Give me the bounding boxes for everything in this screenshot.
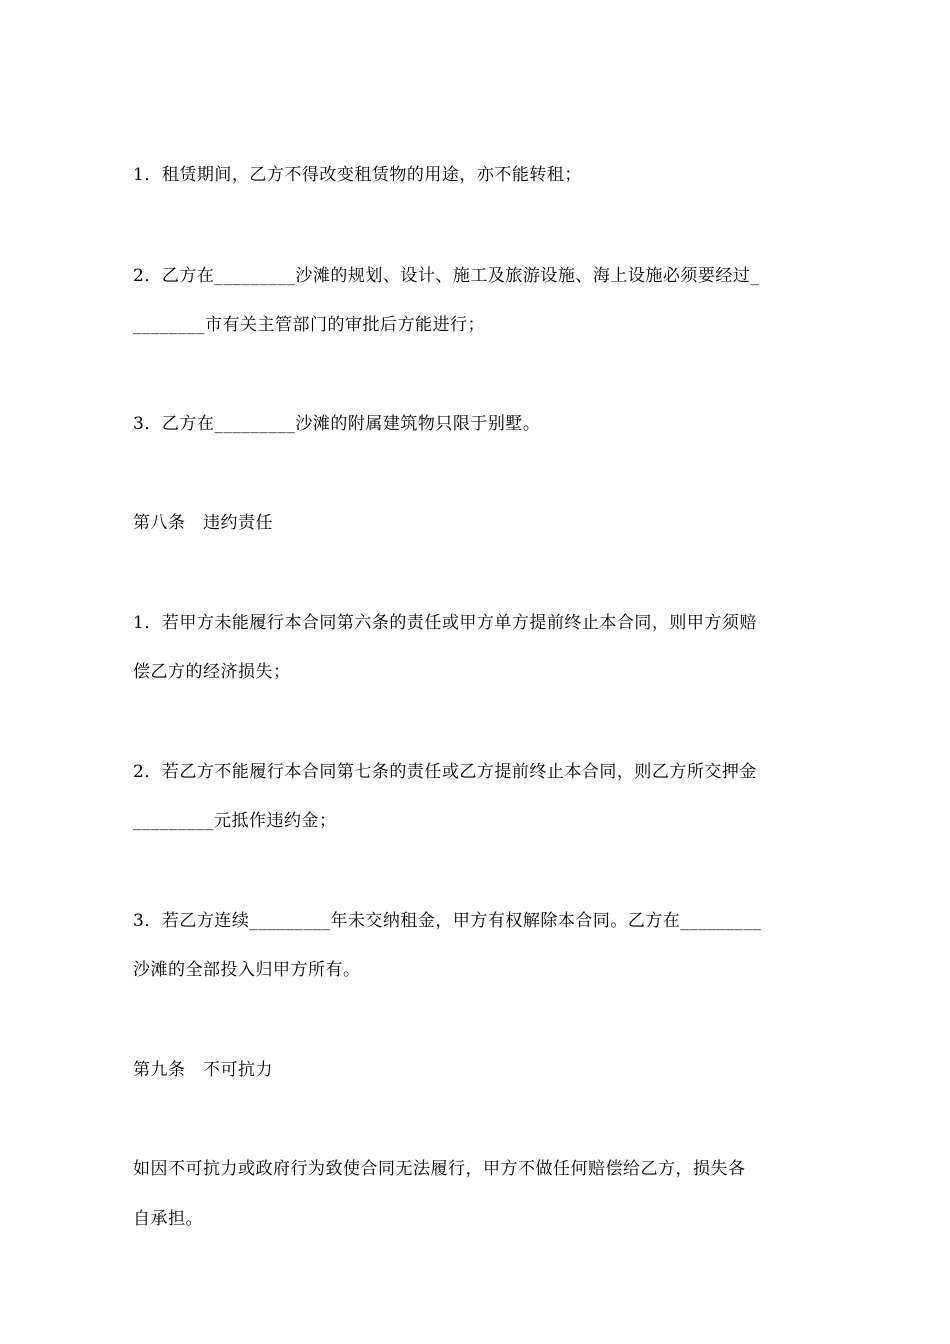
clause-8-item-3-line-2: 沙滩的全部投入归甲方所有。 [133,960,361,980]
clause-8-item-3-line-1: 3．若乙方连续_________年未交纳租金，甲方有权解除本合同。乙方在_________ [133,911,762,931]
clause-8-item-2-line-2: _________元抵作违约金； [133,811,337,831]
clause-9-text-line-2: 自承担。 [133,1209,203,1229]
clause-7-item-2-line-2: ________市有关主管部门的审批后方能进行； [133,315,485,335]
section-heading-article-9: 第九条 不可抗力 [133,1060,273,1080]
clause-7-item-3: 3．乙方在_________沙滩的附属建筑物只限于别墅。 [133,414,541,434]
clause-7-item-2-line-1: 2．乙方在_________沙滩的规划、设计、施工及旅游设施、海上设施必须要经过_ [133,266,760,286]
clause-8-item-1-line-1: 1．若甲方未能履行本合同第六条的责任或甲方单方提前终止本合同，则甲方须赔 [133,613,757,633]
section-heading-article-8: 第八条 违约责任 [133,513,273,533]
clause-9-text-line-1: 如因不可抗力或政府行为致使合同无法履行，甲方不做任何赔偿给乙方，损失各 [133,1159,746,1179]
clause-8-item-2-line-1: 2．若乙方不能履行本合同第七条的责任或乙方提前终止本合同，则乙方所交押金 [133,762,757,782]
clause-8-item-1-line-2: 偿乙方的经济损失； [133,662,291,682]
clause-7-item-1: 1．租赁期间，乙方不得改变租赁物的用途，亦不能转租； [133,165,582,185]
